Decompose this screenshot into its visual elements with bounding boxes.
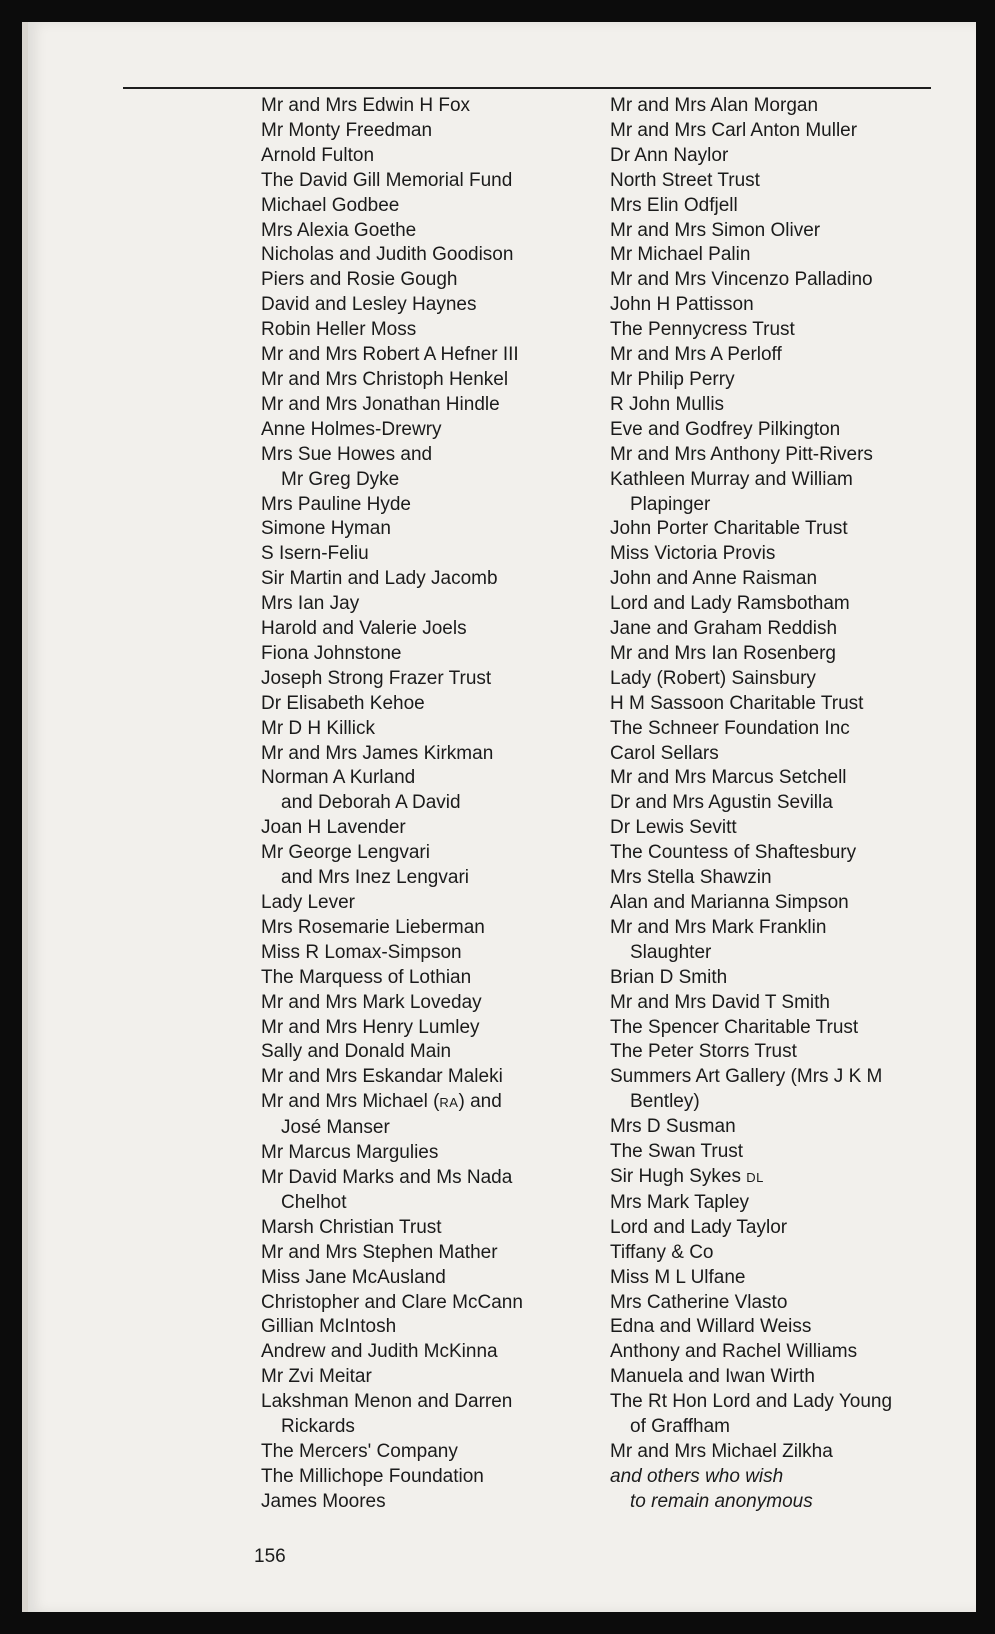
supporter-entry bbox=[610, 592, 940, 617]
supporter-entry bbox=[261, 542, 591, 567]
supporter-name-line: Mr and Mrs Marcus Setchell bbox=[610, 767, 847, 789]
supporter-name-line: Mrs Elin Odfjell bbox=[610, 194, 738, 216]
supporter-name-line: Christopher and Clare McCann bbox=[261, 1291, 523, 1313]
supporter-entry bbox=[610, 268, 940, 293]
supporter-entry bbox=[261, 617, 591, 642]
supporter-entry bbox=[261, 891, 591, 916]
supporter-entry bbox=[610, 443, 940, 468]
supporter-name-line: Mr and Mrs Ian Rosenberg bbox=[610, 642, 836, 664]
supporter-name-line: Mr and Mrs Anthony Pitt-Rivers bbox=[610, 443, 873, 465]
supporter-entry bbox=[261, 343, 591, 368]
supporter-entry bbox=[261, 119, 591, 144]
supporter-name-line: Mr and Mrs Simon Oliver bbox=[610, 219, 821, 241]
supporter-name-line: Jane and Graham Reddish bbox=[610, 618, 838, 640]
supporter-name-line: Arnold Fulton bbox=[261, 144, 375, 166]
supporter-entry bbox=[261, 916, 591, 941]
supporter-entry bbox=[261, 1365, 591, 1390]
supporter-name-line: The Swan Trust bbox=[610, 1141, 744, 1163]
supporter-name-line: Joseph Strong Frazer Trust bbox=[261, 667, 492, 689]
supporter-name-line: Mr D H Killick bbox=[261, 717, 375, 739]
supporter-name-line: Lady (Robert) Sainsbury bbox=[610, 667, 816, 689]
supporter-name-line: Norman A Kurland bbox=[261, 767, 416, 789]
supporter-name-line: The Countess of Shaftesbury bbox=[610, 842, 857, 864]
supporter-entry bbox=[261, 268, 591, 293]
supporter-entry bbox=[610, 1365, 940, 1390]
supporter-entry bbox=[610, 1266, 940, 1291]
supporter-entry bbox=[261, 1065, 591, 1090]
supporter-name-line: and others who wish bbox=[610, 1465, 784, 1487]
supporter-name-line: Lord and Lady Taylor bbox=[610, 1216, 788, 1238]
supporter-entry bbox=[610, 243, 940, 268]
supporter-name-continuation: of Graffham bbox=[630, 1416, 730, 1438]
supporter-entry bbox=[610, 916, 940, 966]
supporter-name-line: Mrs Sue Howes and bbox=[261, 443, 433, 465]
supporter-entry bbox=[261, 692, 591, 717]
supporter-entry bbox=[610, 1165, 940, 1191]
supporter-entry bbox=[610, 617, 940, 642]
supporter-name-line: Mr and Mrs Eskandar Maleki bbox=[261, 1066, 503, 1088]
supporter-name-continuation: to remain anonymous bbox=[630, 1490, 813, 1512]
supporter-entry bbox=[610, 1140, 940, 1165]
supporter-name-line: Manuela and Iwan Wirth bbox=[610, 1366, 815, 1388]
supporter-entry bbox=[610, 169, 940, 194]
supporter-entry bbox=[261, 667, 591, 692]
supporter-name-line: John and Anne Raisman bbox=[610, 568, 818, 590]
supporter-name-line: R John Mullis bbox=[610, 393, 725, 415]
supporter-name-line: Mrs Catherine Vlasto bbox=[610, 1291, 788, 1313]
supporter-entry bbox=[610, 766, 940, 791]
supporter-name-line: Mrs Rosemarie Lieberman bbox=[261, 916, 485, 938]
supporter-entry bbox=[610, 567, 940, 592]
supporter-name-line: Mrs D Susman bbox=[610, 1116, 736, 1138]
supporter-name-continuation: and Deborah A David bbox=[281, 792, 461, 814]
supporter-entry bbox=[610, 393, 940, 418]
supporter-name-line: Mr Marcus Margulies bbox=[261, 1142, 439, 1164]
supporter-entry bbox=[261, 1440, 591, 1465]
supporter-name-line: Miss Victoria Provis bbox=[610, 543, 776, 565]
supporter-name-line: Kathleen Murray and William bbox=[610, 468, 853, 490]
supporter-name-line: Mrs Alexia Goethe bbox=[261, 219, 417, 241]
supporter-name-continuation: Mr Greg Dyke bbox=[281, 468, 400, 490]
supporter-entry bbox=[261, 94, 591, 119]
supporter-entry bbox=[610, 717, 940, 742]
header-rule bbox=[123, 87, 931, 89]
supporter-entry bbox=[610, 368, 940, 393]
supporter-name-line: Mr and Mrs Michael (RA) and bbox=[261, 1091, 502, 1113]
supporter-entry bbox=[610, 1440, 940, 1465]
supporter-entry bbox=[261, 418, 591, 443]
supporter-name-line: Mr and Mrs Alan Morgan bbox=[610, 95, 819, 116]
supporter-entry bbox=[261, 1016, 591, 1041]
supporter-entry bbox=[610, 1291, 940, 1316]
supporter-name-line: The Marquess of Lothian bbox=[261, 966, 472, 988]
supporter-entry bbox=[261, 1315, 591, 1340]
supporter-name-line: Marsh Christian Trust bbox=[261, 1216, 442, 1238]
supporter-entry bbox=[261, 194, 591, 219]
supporter-name-line: Mr and Mrs Mark Loveday bbox=[261, 991, 482, 1013]
supporter-name-line: Sir Hugh Sykes DL bbox=[610, 1165, 764, 1187]
supporter-entry bbox=[261, 991, 591, 1016]
supporter-entry bbox=[261, 816, 591, 841]
supporter-name-line: Robin Heller Moss bbox=[261, 319, 417, 341]
supporter-entry bbox=[610, 891, 940, 916]
supporter-name-line: The Spencer Charitable Trust bbox=[610, 1016, 859, 1038]
supporter-name-continuation: Slaughter bbox=[630, 941, 712, 963]
supporter-entry bbox=[610, 1065, 940, 1115]
supporter-name-line: Tiffany & Co bbox=[610, 1241, 714, 1263]
supporter-name-line: Alan and Marianna Simpson bbox=[610, 892, 849, 913]
supporter-name-line: Fiona Johnstone bbox=[261, 642, 402, 664]
supporter-name-line: The Mercers' Company bbox=[261, 1440, 458, 1462]
supporter-entry bbox=[261, 1216, 591, 1241]
supporter-name-line: Mr Zvi Meitar bbox=[261, 1366, 372, 1388]
supporter-entry bbox=[261, 841, 591, 891]
supporter-name-line: Andrew and Judith McKinna bbox=[261, 1341, 498, 1363]
supporter-name-line: Mr Philip Perry bbox=[610, 368, 735, 390]
supporter-name-line: Dr and Mrs Agustin Sevilla bbox=[610, 792, 833, 814]
supporter-entry bbox=[261, 169, 591, 194]
supporter-entry bbox=[610, 667, 940, 692]
supporter-entry bbox=[261, 517, 591, 542]
supporter-entry bbox=[261, 1390, 591, 1440]
supporter-entry bbox=[610, 692, 940, 717]
supporter-name-line: The Peter Storrs Trust bbox=[610, 1041, 797, 1063]
supporter-name-line: Dr Lewis Sevitt bbox=[610, 817, 737, 839]
supporter-entry bbox=[261, 443, 591, 493]
supporter-name-line: Nicholas and Judith Goodison bbox=[261, 244, 514, 266]
supporter-name-line: Mr and Mrs Henry Lumley bbox=[261, 1016, 480, 1038]
supporter-name-line: Edna and Willard Weiss bbox=[610, 1316, 812, 1338]
anonymous-note bbox=[610, 1465, 940, 1515]
supporter-entry bbox=[610, 517, 940, 542]
supporter-name-line: Mr and Mrs Christoph Henkel bbox=[261, 368, 509, 390]
supporter-name-line: The Millichope Foundation bbox=[261, 1465, 484, 1487]
supporter-name-line: North Street Trust bbox=[610, 169, 760, 191]
supporter-name-line: Brian D Smith bbox=[610, 966, 728, 988]
supporter-name-line: Mr David Marks and Ms Nada bbox=[261, 1166, 513, 1188]
supporter-name-line: Gillian McIntosh bbox=[261, 1316, 397, 1338]
supporter-name-line: Mr and Mrs A Perloff bbox=[610, 344, 782, 366]
supporter-name-line: Mr Michael Palin bbox=[610, 244, 751, 266]
supporter-entry bbox=[261, 1141, 591, 1166]
supporter-entry bbox=[610, 966, 940, 991]
supporter-entry bbox=[261, 1340, 591, 1365]
supporter-name-continuation: Chelhot bbox=[281, 1191, 347, 1213]
supporter-entry bbox=[610, 791, 940, 816]
supporter-entry bbox=[610, 1216, 940, 1241]
supporter-entry bbox=[610, 119, 940, 144]
supporter-entry bbox=[261, 1465, 591, 1490]
supporter-entry bbox=[261, 642, 591, 667]
supporter-name-line: Eve and Godfrey Pilkington bbox=[610, 418, 841, 440]
supporter-entry bbox=[261, 219, 591, 244]
supporter-entry bbox=[610, 1390, 940, 1440]
supporter-entry bbox=[610, 1040, 940, 1065]
supporter-entry bbox=[261, 592, 591, 617]
supporter-entry bbox=[610, 841, 940, 866]
supporter-entry bbox=[261, 717, 591, 742]
supporter-name-line: The Rt Hon Lord and Lady Young bbox=[610, 1391, 893, 1413]
supporter-name-line: Mr and Mrs Vincenzo Palladino bbox=[610, 269, 873, 291]
supporter-entry bbox=[261, 1090, 591, 1141]
supporter-name-continuation: Rickards bbox=[281, 1416, 355, 1438]
supporter-entry bbox=[610, 816, 940, 841]
supporter-name-line: Miss Jane McAusland bbox=[261, 1266, 446, 1288]
supporter-name-line: Mr and Mrs James Kirkman bbox=[261, 742, 494, 764]
supporter-name-continuation: and Mrs Inez Lengvari bbox=[281, 867, 469, 889]
supporter-entry bbox=[610, 991, 940, 1016]
supporter-entry bbox=[261, 966, 591, 991]
supporter-entry bbox=[610, 1115, 940, 1140]
supporter-name-continuation: Bentley) bbox=[630, 1091, 700, 1113]
supporter-name-line: Miss R Lomax-Simpson bbox=[261, 941, 462, 963]
supporter-entry bbox=[610, 1241, 940, 1266]
supporter-entry bbox=[610, 194, 940, 219]
supporter-entry bbox=[610, 343, 940, 368]
supporter-name-line: Anthony and Rachel Williams bbox=[610, 1341, 858, 1363]
supporter-name-line: Mr and Mrs Robert A Hefner III bbox=[261, 344, 519, 366]
supporter-name-line: Mrs Stella Shawzin bbox=[610, 867, 772, 889]
supporter-entry bbox=[610, 418, 940, 443]
supporter-name-line: Mr and Mrs Michael Zilkha bbox=[610, 1440, 833, 1462]
supporter-name-line: The David Gill Memorial Fund bbox=[261, 169, 513, 191]
supporter-name-line: Sir Martin and Lady Jacomb bbox=[261, 568, 498, 590]
supporter-name-line: Mr and Mrs David T Smith bbox=[610, 991, 830, 1013]
supporter-name-line: H M Sassoon Charitable Trust bbox=[610, 692, 864, 714]
supporter-entry bbox=[610, 318, 940, 343]
supporter-entry bbox=[610, 1340, 940, 1365]
supporter-entry bbox=[610, 144, 940, 169]
supporter-name-line: Dr Ann Naylor bbox=[610, 144, 729, 166]
supporter-name-line: Mr and Mrs Carl Anton Muller bbox=[610, 119, 858, 141]
supporter-entry bbox=[261, 1291, 591, 1316]
supporter-name-line: Mrs Pauline Hyde bbox=[261, 493, 411, 515]
supporter-entry bbox=[261, 1490, 591, 1515]
supporter-entry bbox=[261, 766, 591, 816]
supporter-name-line: Lord and Lady Ramsbotham bbox=[610, 593, 850, 615]
supporter-entry bbox=[610, 1016, 940, 1041]
supporter-name-line: James Moores bbox=[261, 1490, 386, 1512]
supporter-entry bbox=[610, 742, 940, 767]
supporter-name-line: S Isern-Feliu bbox=[261, 543, 369, 565]
supporter-entry bbox=[610, 642, 940, 667]
supporters-list-right bbox=[610, 94, 940, 1515]
supporter-entry bbox=[610, 1191, 940, 1216]
supporter-name-continuation: José Manser bbox=[281, 1117, 390, 1139]
supporter-entry bbox=[261, 493, 591, 518]
supporter-entry bbox=[261, 941, 591, 966]
supporter-name-line: Lady Lever bbox=[261, 892, 356, 913]
supporter-name-line: Mr and Mrs Jonathan Hindle bbox=[261, 393, 500, 415]
supporter-name-line: Mr and Mrs Mark Franklin bbox=[610, 916, 827, 938]
supporter-name-line: Mr and Mrs Stephen Mather bbox=[261, 1241, 498, 1263]
supporter-name-line: Lakshman Menon and Darren bbox=[261, 1391, 513, 1413]
supporter-name-line: Mr George Lengvari bbox=[261, 842, 430, 864]
supporter-entry bbox=[610, 542, 940, 567]
supporter-entry bbox=[261, 144, 591, 169]
supporter-name-line: Simone Hyman bbox=[261, 518, 391, 540]
supporter-entry bbox=[261, 1040, 591, 1065]
supporter-entry bbox=[261, 368, 591, 393]
supporter-name-line: Sally and Donald Main bbox=[261, 1041, 452, 1063]
supporter-entry bbox=[610, 468, 940, 518]
supporter-name-line: Anne Holmes-Drewry bbox=[261, 418, 442, 440]
supporter-entry bbox=[261, 1241, 591, 1266]
supporter-entry bbox=[261, 393, 591, 418]
supporter-name-line: John Porter Charitable Trust bbox=[610, 518, 848, 540]
supporter-name-line: Carol Sellars bbox=[610, 742, 719, 764]
supporter-entry bbox=[261, 1166, 591, 1216]
supporters-list-left bbox=[261, 94, 591, 1515]
supporter-entry bbox=[261, 243, 591, 268]
supporter-entry bbox=[261, 318, 591, 343]
supporter-entry bbox=[610, 866, 940, 891]
supporter-name-line: David and Lesley Haynes bbox=[261, 294, 477, 316]
supporter-name-line: Mrs Ian Jay bbox=[261, 593, 360, 615]
supporter-name-line: Mr and Mrs Edwin H Fox bbox=[261, 95, 471, 116]
supporter-entry bbox=[261, 742, 591, 767]
supporter-entry bbox=[610, 1315, 940, 1340]
supporter-name-line: Dr Elisabeth Kehoe bbox=[261, 692, 425, 714]
supporter-name-line: Summers Art Gallery (Mrs J K M bbox=[610, 1066, 883, 1088]
supporter-name-line: Harold and Valerie Joels bbox=[261, 618, 467, 640]
supporter-entry bbox=[261, 1266, 591, 1291]
supporter-name-line: Mrs Mark Tapley bbox=[610, 1191, 750, 1213]
supporter-name-line: The Pennycress Trust bbox=[610, 319, 795, 341]
supporter-entry bbox=[610, 293, 940, 318]
supporter-name-line: Miss M L Ulfane bbox=[610, 1266, 746, 1288]
supporter-entry bbox=[261, 293, 591, 318]
supporter-name-line: Joan H Lavender bbox=[261, 817, 406, 839]
supporter-entry bbox=[610, 219, 940, 244]
page-number: 156 bbox=[254, 1546, 286, 1567]
supporter-name-line: Mr Monty Freedman bbox=[261, 119, 433, 141]
supporter-name-line: Piers and Rosie Gough bbox=[261, 269, 458, 291]
supporter-name-line: John H Pattisson bbox=[610, 294, 754, 316]
supporter-name-line: The Schneer Foundation Inc bbox=[610, 717, 850, 739]
document-page bbox=[22, 22, 976, 1612]
supporter-name-continuation: Plapinger bbox=[630, 493, 711, 515]
supporter-entry bbox=[261, 567, 591, 592]
supporter-name-line: Michael Godbee bbox=[261, 194, 400, 216]
supporter-entry bbox=[610, 94, 940, 119]
